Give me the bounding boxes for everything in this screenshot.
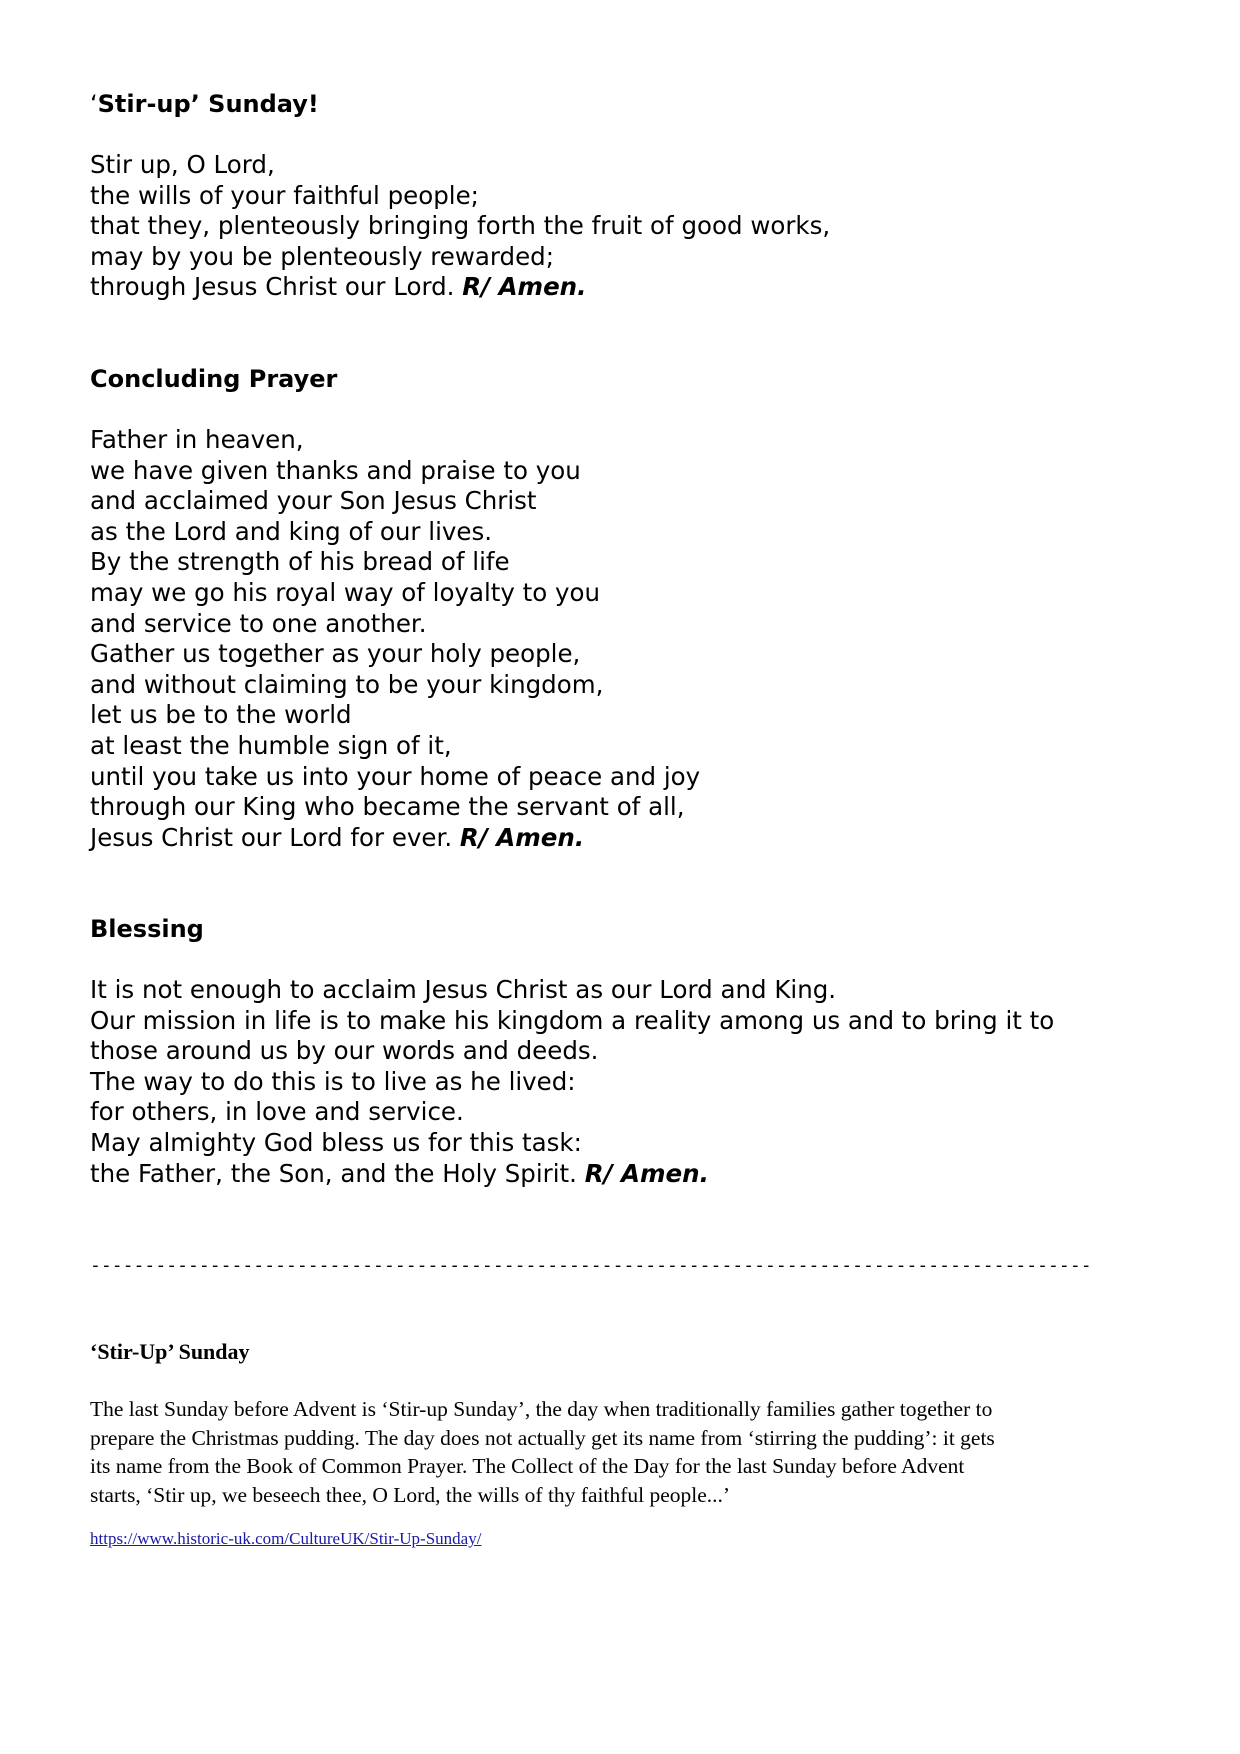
blessing-line: those around us by our words and deeds. <box>90 1036 599 1066</box>
section-title-blessing: Blessing <box>90 915 204 943</box>
prayer-line: as the Lord and king of our lives. <box>90 516 493 546</box>
section-title-stir-up-sunday <box>90 89 319 119</box>
section-title-concluding-prayer: Concluding Prayer <box>90 365 338 393</box>
blessing-line: It is not enough to acclaim Jesus Christ as our Lord and King. <box>90 975 837 1004</box>
dashed-divider: -------------------------------------------------------------------------------------------- <box>90 1255 1092 1276</box>
blessing-line: for others, in love and service. <box>90 1097 464 1127</box>
prayer-line: until you take us into your home of peace and joy <box>90 761 701 791</box>
prayer-line: may by you be plenteously rewarded; <box>90 241 554 271</box>
prayer-line: Father in heaven, <box>90 425 304 454</box>
prayer-line: Stir up, O Lord, <box>90 150 275 179</box>
prayer-line: and service to one another. <box>90 608 427 638</box>
prayer-line-text: through Jesus Christ our Lord. <box>90 272 455 302</box>
note-line: starts, ‘Stir up, we beseech thee, O Lord, the wills of thy faithful people...’ <box>90 1482 731 1507</box>
response-amen: R/ Amen. <box>584 1158 709 1188</box>
blessing-line: The way to do this is to live as he lived: <box>90 1066 576 1096</box>
note-line: The last Sunday before Advent is ‘Stir-up Sunday’, the day when traditionally families gather together to <box>90 1397 993 1421</box>
note-line: its name from the Book of Common Prayer. The Collect of the Day for the last Sunday before Advent <box>90 1454 965 1479</box>
response-amen: R/ Amen. <box>459 822 585 852</box>
concluding-prayer <box>90 425 700 853</box>
prayer-line: through our King who became the servant of all, <box>90 792 685 822</box>
note-line: prepare the Christmas pudding. The day does not actually get its name from ‘stirring the pudding’: it gets <box>90 1425 995 1450</box>
prayer-line-final <box>90 823 700 854</box>
prayer-line: the wills of your faithful people; <box>90 180 479 210</box>
blessing-line-text: the Father, the Son, and the Holy Spirit. <box>90 1158 577 1188</box>
source-link[interactable]: https://www.historic-uk.com/CultureUK/Stir-Up-Sunday/ <box>90 1529 482 1548</box>
section-title-text: Stir-up’ Sunday! <box>97 90 319 118</box>
response-amen: R/ Amen. <box>462 272 587 302</box>
prayer-line: and acclaimed your Son Jesus Christ <box>90 486 537 516</box>
prayer-line: Gather us together as your holy people, <box>90 639 581 669</box>
prayer-line: that they, plenteously bringing forth the fruit of good works, <box>90 211 831 241</box>
prayer-line: and without claiming to be your kingdom, <box>90 669 604 699</box>
note-paragraph <box>90 1395 1150 1509</box>
prayer-line: at least the humble sign of it, <box>90 730 452 760</box>
prayer-line: let us be to the world <box>90 700 352 730</box>
prayer-line-final <box>90 272 830 303</box>
blessing-text <box>90 975 1054 1189</box>
blessing-line-final <box>90 1159 1054 1190</box>
prayer-line: By the strength of his bread of life <box>90 547 510 577</box>
note-title: ‘Stir-Up’ Sunday <box>90 1339 250 1364</box>
opening-quote-mark: ‘ <box>90 90 98 118</box>
collect-prayer <box>90 150 830 303</box>
blessing-line: May almighty God bless us for this task: <box>90 1127 582 1157</box>
prayer-line: we have given thanks and praise to you <box>90 455 581 485</box>
blessing-line: Our mission in life is to make his kingdom a reality among us and to bring it to <box>90 1005 1055 1035</box>
prayer-line: may we go his royal way of loyalty to you <box>90 577 601 607</box>
prayer-line-text: Jesus Christ our Lord for ever. <box>90 822 453 852</box>
